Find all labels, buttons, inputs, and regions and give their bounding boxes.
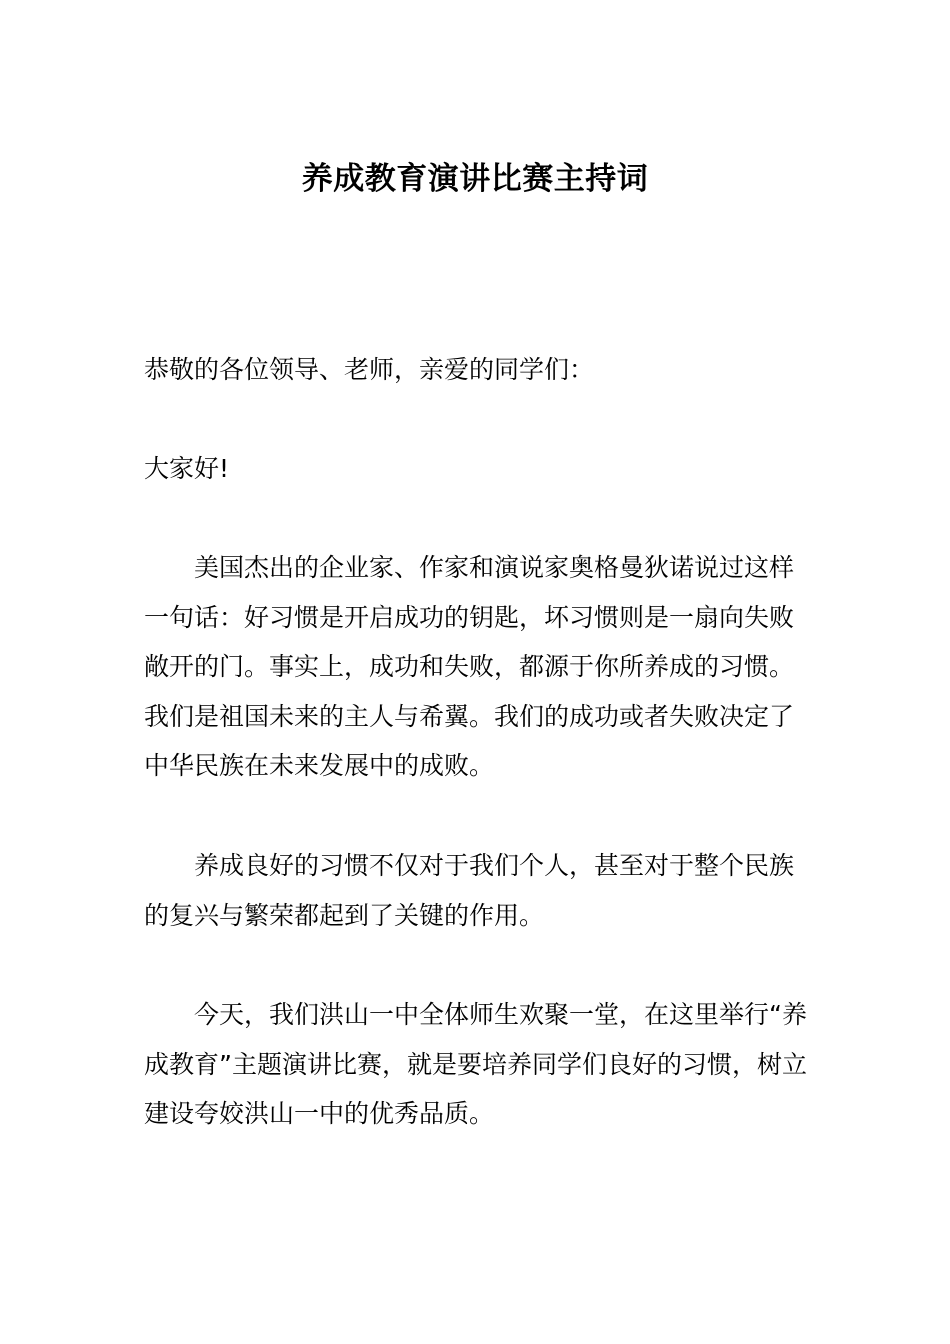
paragraph-3: 今天，我们洪山一中全体师生欢聚一堂，在这里举行“养成教育”主题演讲比赛，就是要培养同学们良好的习惯，树立建设夸姣洪山一中的优秀品质。 — [144, 1000, 807, 1128]
document-title: 养成教育演讲比赛主持词 — [301, 161, 649, 197]
paragraph-2: 养成良好的习惯不仅对于我们个人，甚至对于整个民族的复兴与繁荣都起到了关键的作用。 — [144, 851, 795, 930]
paragraph-1: 美国杰出的企业家、作家和演说家奥格曼狄诺说过这样一句话：好习惯是开启成功的钥匙，坏习惯则是一扇向失败敞开的门。事实上，成功和失败，都源于你所养成的习惯。我们是祖国未来的主人与希翼。我们的成功或者失败决定了中华民族在未来发展中的成败。 — [144, 553, 795, 780]
greeting-line: 恭敬的各位领导、老师，亲爱的同学们： — [144, 355, 595, 384]
hello-line: 大家好! — [144, 454, 230, 483]
